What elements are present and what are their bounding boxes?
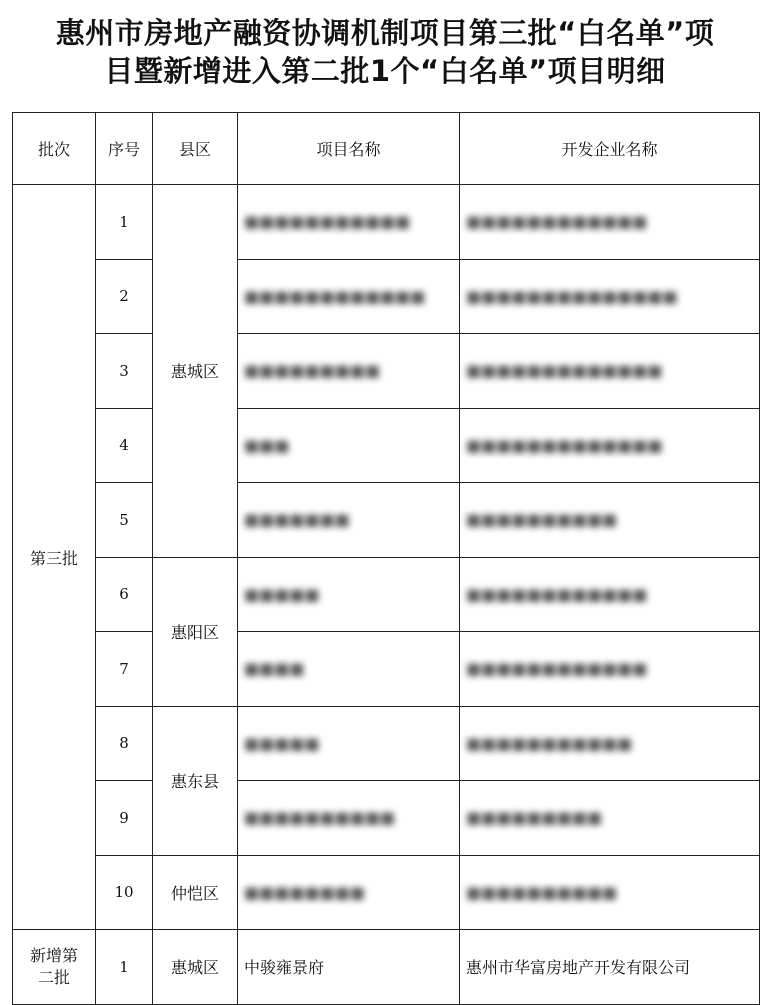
title-line-2: 目暨新增进入第二批1个“白名单”项目明细 [104, 54, 666, 88]
row-number: 1 [96, 185, 153, 260]
redacted-text: ■■■■■■■ [244, 510, 350, 530]
company-name-cell [460, 408, 760, 483]
project-name-cell [238, 855, 460, 930]
table-row [13, 557, 760, 632]
company-name-cell [460, 334, 760, 409]
row-number: 8 [96, 706, 153, 781]
redacted-text: ■■■■■■■■■■■ [244, 212, 411, 232]
table-row [13, 781, 760, 856]
project-name-cell [238, 706, 460, 781]
header-project-name: 项目名称 [238, 113, 460, 185]
redacted-text: ■■■■ [244, 659, 305, 679]
row-number: 9 [96, 781, 153, 856]
table-header-row [13, 113, 760, 185]
company-name-cell [460, 855, 760, 930]
row-number: 1 [96, 930, 153, 1005]
project-name-cell [238, 781, 460, 856]
redacted-text: ■■■■■■■■■■ [466, 882, 618, 902]
redacted-text: ■■■■■■■■■■ [466, 510, 618, 530]
row-number: 7 [96, 632, 153, 707]
company-name-cell [460, 706, 760, 781]
table-row [13, 632, 760, 707]
redacted-text: ■■■■■■■■■ [244, 361, 381, 381]
row-number: 4 [96, 408, 153, 483]
batch-cell: 第三批 [13, 185, 96, 930]
company-name-cell [460, 632, 760, 707]
table-row [13, 706, 760, 781]
company-name-cell [460, 185, 760, 260]
project-name-cell [238, 185, 460, 260]
table-row [13, 483, 760, 558]
district-cell: 惠阳区 [153, 557, 238, 706]
new-batch-label: 新增第二批 [29, 945, 78, 987]
header-company-name: 开发企业名称 [460, 113, 760, 185]
whitelist-table [12, 112, 760, 1005]
redacted-text: ■■■ [244, 435, 290, 455]
redacted-text: ■■■■■■■■■■■■ [466, 659, 648, 679]
company-name-cell [460, 781, 760, 856]
redacted-text: ■■■■■ [244, 733, 320, 753]
redacted-text: ■■■■■■■■■■■■■ [466, 361, 663, 381]
redacted-text: ■■■■■ [244, 584, 320, 604]
header-batch: 批次 [13, 113, 96, 185]
district-cell: 惠东县 [153, 706, 238, 855]
project-name-cell [238, 557, 460, 632]
company-name-cell [460, 557, 760, 632]
redacted-text: ■■■■■■■■■■■■■ [466, 435, 663, 455]
company-name-cell [460, 259, 760, 334]
redacted-text: ■■■■■■■■■■ [244, 808, 396, 828]
row-number: 2 [96, 259, 153, 334]
district-cell: 惠城区 [153, 930, 238, 1005]
table-row [13, 334, 760, 409]
redacted-text: ■■■■■■■■■■■■ [466, 212, 648, 232]
page-title [0, 14, 770, 90]
row-number: 5 [96, 483, 153, 558]
redacted-text: ■■■■■■■■■ [466, 808, 603, 828]
table-row [13, 855, 760, 930]
redacted-text: ■■■■■■■■■■■■ [466, 584, 648, 604]
row-number: 6 [96, 557, 153, 632]
table-row [13, 259, 760, 334]
row-number: 3 [96, 334, 153, 409]
redacted-text: ■■■■■■■■ [244, 882, 365, 902]
batch-cell [13, 930, 96, 1005]
company-name-cell [460, 483, 760, 558]
project-name-cell [238, 408, 460, 483]
project-name-cell: 中骏雍景府 [238, 930, 460, 1005]
table-row [13, 930, 760, 1005]
header-district: 县区 [153, 113, 238, 185]
district-cell: 惠城区 [153, 185, 238, 558]
project-name-cell [238, 259, 460, 334]
table-row [13, 185, 760, 260]
table-row [13, 408, 760, 483]
company-name-cell: 惠州市华富房地产开发有限公司 [460, 930, 760, 1005]
project-name-cell [238, 334, 460, 409]
title-line-1: 惠州市房地产融资协调机制项目第三批“白名单”项 [55, 16, 715, 50]
project-name-cell [238, 632, 460, 707]
redacted-text: ■■■■■■■■■■■■■■ [466, 286, 678, 306]
project-name-cell [238, 483, 460, 558]
district-cell: 仲恺区 [153, 855, 238, 930]
redacted-text: ■■■■■■■■■■■ [466, 733, 633, 753]
header-number: 序号 [96, 113, 153, 185]
row-number: 10 [96, 855, 153, 930]
redacted-text: ■■■■■■■■■■■■ [244, 286, 426, 306]
